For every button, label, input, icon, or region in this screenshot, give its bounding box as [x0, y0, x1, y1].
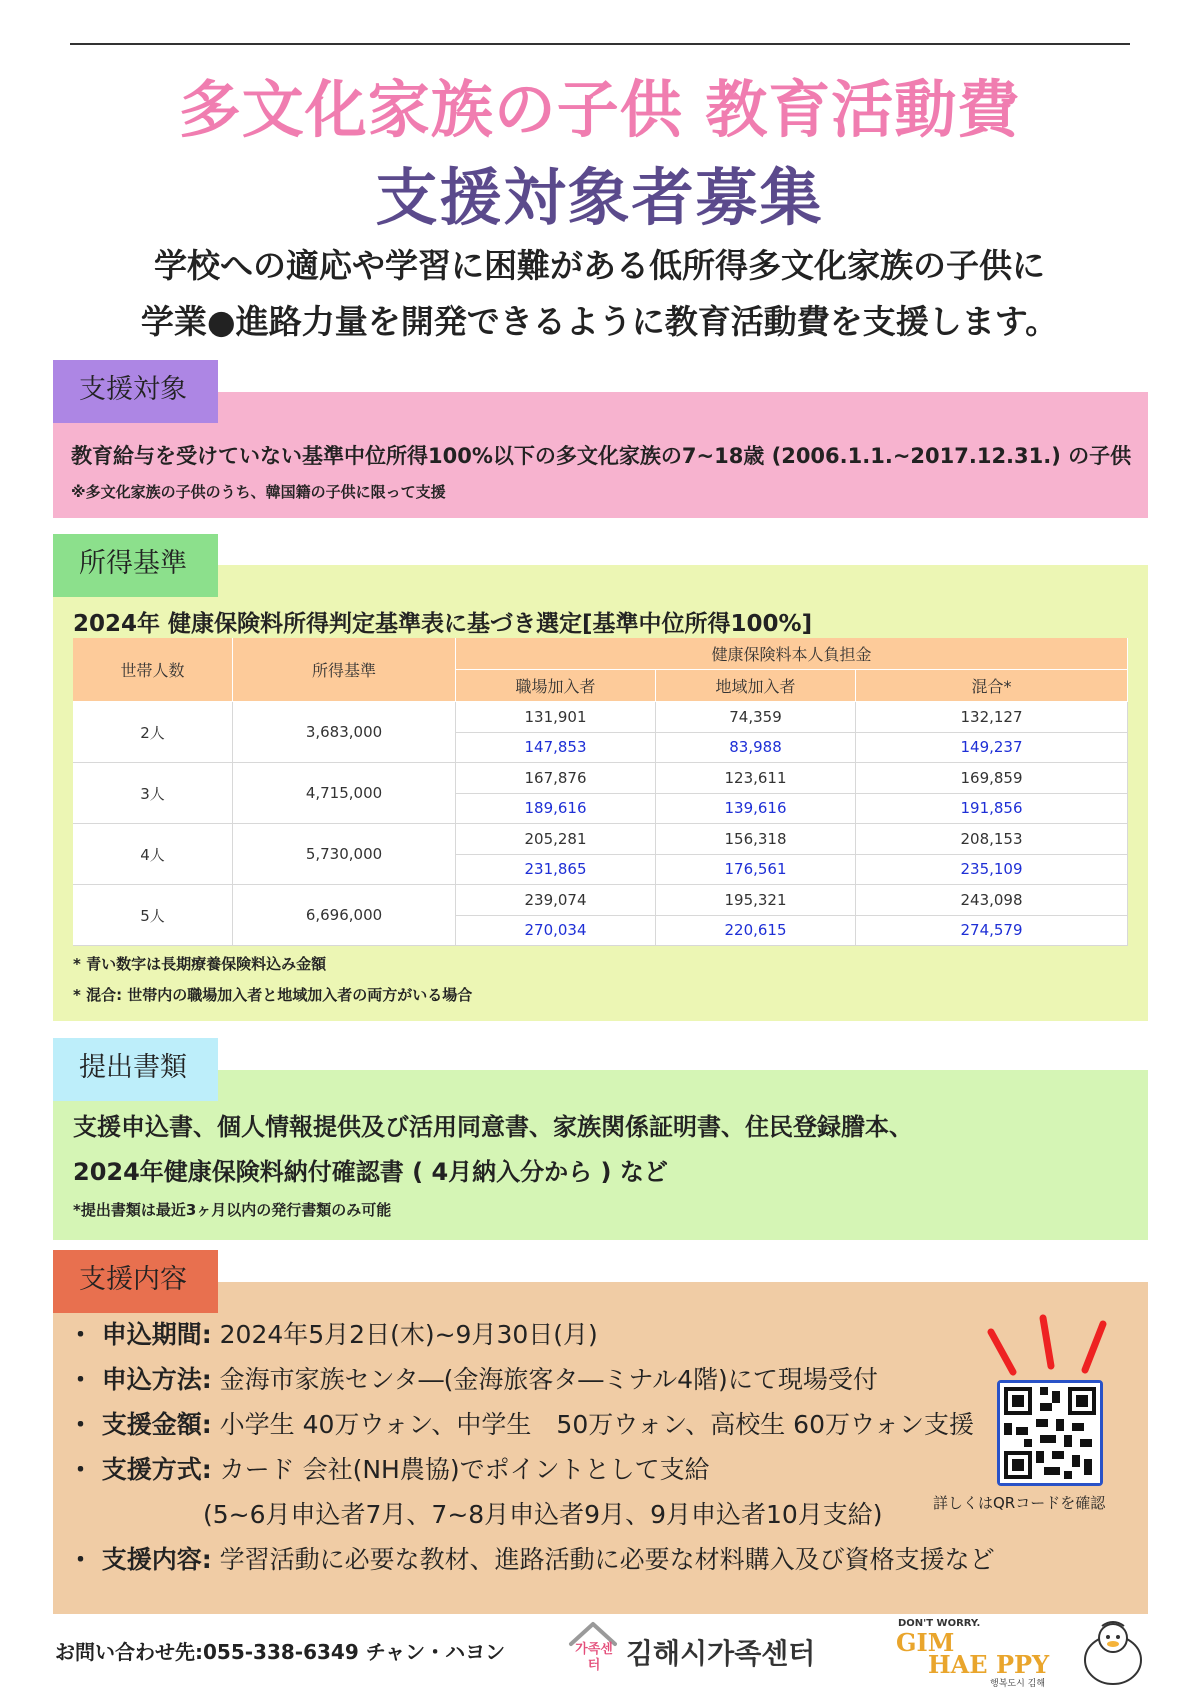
family-center-name: 김해시가족센터	[626, 1637, 816, 1670]
family-center-logo	[565, 1618, 621, 1682]
table-cell-workplace: 167,876	[456, 763, 656, 794]
table-cell-income: 3,683,000	[233, 702, 456, 763]
qr-code-icon[interactable]	[997, 1380, 1103, 1486]
target-description: 教育給与を受けていない基準中位所得100%以下の多文化家族の7~18歳 (2006.1.1.~2017.12.31.) の子供	[71, 444, 1132, 468]
top-divider	[70, 43, 1130, 45]
table-cell-regional: 74,359	[656, 702, 856, 733]
content-item-schedule: (5~6月申込者7月、7~8月申込者9月、9月申込者10月支給)	[203, 1500, 883, 1529]
table-cell-income: 6,696,000	[233, 885, 456, 946]
table-cell-workplace-ltc: 147,853	[456, 733, 656, 764]
gim-tagline: DON'T WORRY.	[898, 1618, 981, 1629]
table-cell-mixed-ltc: 235,109	[856, 855, 1128, 886]
income-table	[73, 638, 1128, 946]
table-cell-mixed: 169,859	[856, 763, 1128, 794]
table-cell-workplace-ltc: 231,865	[456, 855, 656, 886]
table-cell-income: 5,730,000	[233, 824, 456, 885]
table-cell-workplace: 131,901	[456, 702, 656, 733]
header-workplace: 職場加入者	[456, 670, 656, 702]
header-regional: 地域加入者	[656, 670, 856, 702]
gim-line1: GIM	[896, 1628, 955, 1657]
table-cell-workplace-ltc: 189,616	[456, 794, 656, 825]
table-cell-regional-ltc: 176,561	[656, 855, 856, 886]
table-cell-mixed-ltc: 191,856	[856, 794, 1128, 825]
section-panel-income	[53, 565, 1148, 1021]
table-cell-mixed-ltc: 149,237	[856, 733, 1128, 764]
content-item-period: ・ 申込期間: 2024年5月2日(木)~9月30日(月)	[68, 1320, 598, 1349]
table-cell-household: 3人	[73, 763, 233, 824]
income-note-mixed: * 混合: 世帯内の職場加入者と地域加入者の両方がいる場合	[73, 986, 473, 1004]
mascot-icon	[1080, 1620, 1146, 1686]
header-income: 所得基準	[233, 638, 456, 702]
page-subtitle: 支援対象者募集	[375, 161, 824, 234]
table-cell-workplace: 239,074	[456, 885, 656, 916]
logo-mark-text: 가족센터	[575, 1642, 613, 1673]
table-cell-income: 4,715,000	[233, 763, 456, 824]
lead-line-1: 学校への適応や学習に困難がある低所得多文化家族の子供に	[154, 246, 1045, 285]
table-cell-workplace-ltc: 270,034	[456, 916, 656, 947]
page-title: 多文化家族の子供 教育活動費	[178, 73, 1021, 146]
table-cell-regional: 156,318	[656, 824, 856, 855]
table-cell-mixed: 243,098	[856, 885, 1128, 916]
table-cell-household: 5人	[73, 885, 233, 946]
income-note-blue: * 青い数字は長期療養保険料込み金額	[73, 955, 327, 973]
section-tab-documents: 提出書類	[53, 1038, 218, 1101]
table-cell-regional-ltc: 220,615	[656, 916, 856, 947]
table-cell-regional: 123,611	[656, 763, 856, 794]
section-panel-content	[53, 1282, 1148, 1614]
section-tab-target: 支援対象	[53, 360, 218, 423]
content-item-payment: ・ 支援方式: カード 会社(NH農協)でポイントとして支給	[68, 1455, 710, 1484]
documents-note: *提出書類は最近3ヶ月以内の発行書類のみ可能	[73, 1201, 392, 1219]
documents-line-1: 支援申込書、個人情報提供及び活用同意書、家族関係証明書、住民登録謄本、	[73, 1113, 913, 1141]
section-tab-content: 支援内容	[53, 1250, 218, 1313]
income-heading: 2024年 健康保険料所得判定基準表に基づき選定[基準中位所得100%]	[73, 611, 813, 637]
gimhaeppy-logo	[890, 1618, 1070, 1688]
table-cell-regional-ltc: 83,988	[656, 733, 856, 764]
header-mixed: 混合*	[856, 670, 1128, 702]
contact-info: お問い合わせ先:055-338-6349 チャン・ハヨン	[55, 1640, 506, 1664]
table-cell-regional-ltc: 139,616	[656, 794, 856, 825]
content-item-usage: ・ 支援内容: 学習活動に必要な教材、進路活動に必要な材料購入及び資格支援など	[68, 1545, 995, 1574]
table-cell-household: 4人	[73, 824, 233, 885]
table-cell-mixed-ltc: 274,579	[856, 916, 1128, 947]
content-item-method: ・ 申込方法: 金海市家族センタ―(金海旅客タ―ミナル4階)にて現場受付	[68, 1365, 878, 1394]
qr-note: 詳しくはQRコードを確認	[933, 1494, 1106, 1512]
documents-line-2: 2024年健康保険料納付確認書 ( 4月納入分から ) など	[73, 1158, 668, 1186]
table-cell-workplace: 205,281	[456, 824, 656, 855]
table-cell-regional: 195,321	[656, 885, 856, 916]
lead-line-2: 学業●進路力量を開発できるように教育活動費を支援します。	[140, 302, 1059, 341]
table-cell-household: 2人	[73, 702, 233, 763]
table-cell-mixed: 208,153	[856, 824, 1128, 855]
table-cell-mixed: 132,127	[856, 702, 1128, 733]
gim-subtitle: 행복도시 김해	[990, 1679, 1046, 1689]
gim-line2: HAE PPY	[928, 1650, 1050, 1679]
attention-marks-icon	[973, 1310, 1123, 1380]
header-insurance-group: 健康保険料本人負担金	[456, 638, 1128, 670]
header-household: 世帯人数	[73, 638, 233, 702]
content-item-amount: ・ 支援金額: 小学生 40万ウォン、中学生 50万ウォン、高校生 60万ウォン支援	[68, 1410, 974, 1439]
qr-area	[973, 1310, 1123, 1490]
section-tab-income: 所得基準	[53, 534, 218, 597]
target-note: ※多文化家族の子供のうち、韓国籍の子供に限って支援	[71, 483, 446, 501]
